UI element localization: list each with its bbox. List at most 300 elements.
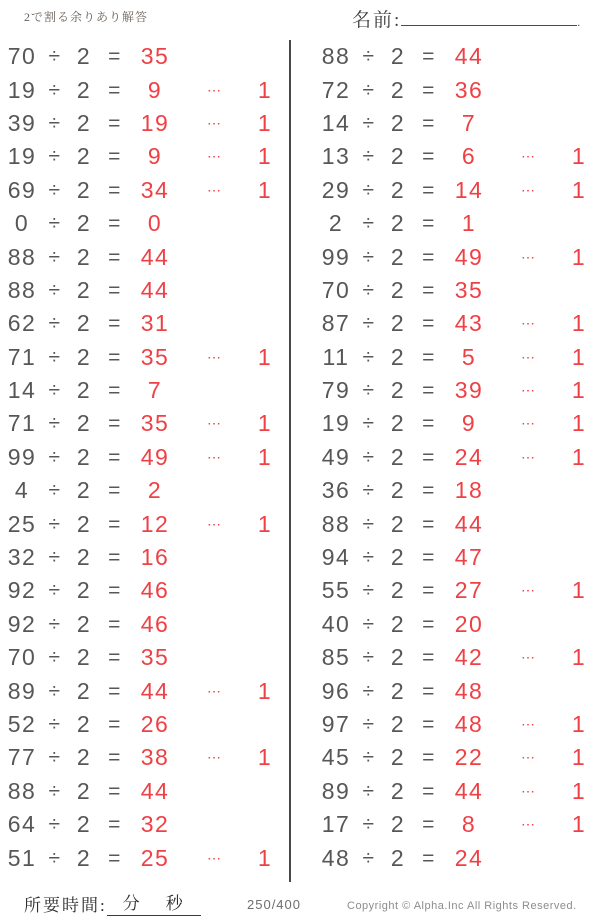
dividend: 70 [321,276,351,303]
remainder-dots-icon: ⋯ [521,181,537,198]
divide-icon: ÷ [362,779,376,803]
quotient-answer: 44 [140,677,170,704]
remainder-dots-icon: ⋯ [207,81,223,98]
dividend: 49 [321,443,351,470]
divisor: 2 [76,210,92,237]
dividend: 51 [7,844,37,871]
divisor: 2 [76,343,92,370]
quotient-answer: 31 [140,310,170,337]
dividend: 14 [7,377,37,404]
quotient-answer: 5 [461,343,477,370]
divisor: 2 [76,844,92,871]
problem-row [4,775,282,808]
equals-icon: = [422,212,436,236]
quotient-answer: 24 [454,844,484,871]
problem-row [4,374,282,407]
divisor: 2 [390,577,406,604]
divisor: 2 [390,844,406,871]
divide-icon: ÷ [362,245,376,269]
dividend: 71 [7,343,37,370]
divide-icon: ÷ [48,779,62,803]
problem-row [4,407,282,440]
problem-row [318,374,596,407]
equals-icon: = [422,178,436,202]
equals-icon: = [108,278,122,302]
problem-row [4,507,282,540]
remainder-dots-icon: ⋯ [521,782,537,799]
problem-row [4,608,282,641]
name-input-line [401,6,577,26]
quotient-answer: 44 [140,777,170,804]
divisor: 2 [390,43,406,70]
name-label: 名前: [352,10,402,31]
remainder-value: 1 [571,811,587,838]
remainder-dots-icon: ⋯ [521,315,537,332]
remainder-value: 1 [571,410,587,437]
divisor: 2 [76,443,92,470]
page-title: 2で割る余りあり解答 [24,10,149,24]
divide-icon: ÷ [362,412,376,436]
divisor: 2 [390,744,406,771]
dividend: 69 [7,176,37,203]
problem-row [318,140,596,173]
quotient-answer: 35 [140,644,170,671]
remainder-dots-icon: ⋯ [207,181,223,198]
remainder-value: 1 [257,844,273,871]
quotient-answer: 8 [461,811,477,838]
dividend: 19 [321,410,351,437]
dividend: 92 [7,577,37,604]
divisor: 2 [76,677,92,704]
divide-icon: ÷ [362,312,376,336]
dividend: 19 [7,143,37,170]
divisor: 2 [76,377,92,404]
remainder-dots-icon: ⋯ [207,849,223,866]
divisor: 2 [390,76,406,103]
seconds-unit-label: 秒 [165,894,185,913]
problem-row [4,274,282,307]
remainder-dots-icon: ⋯ [521,382,537,399]
equals-icon: = [108,45,122,69]
divisor: 2 [76,544,92,571]
divide-icon: ÷ [48,312,62,336]
minutes-unit-label: 分 [122,894,142,913]
copyright-notice: Copyright © Alpha.Inc All Rights Reserved. [347,900,577,912]
remainder-dots-icon: ⋯ [521,582,537,599]
equals-icon: = [108,78,122,102]
divide-icon: ÷ [362,612,376,636]
remainder-dots-icon: ⋯ [207,415,223,432]
equals-icon: = [422,646,436,670]
remainder-value: 1 [571,711,587,737]
dividend: 36 [321,477,351,504]
equals-icon: = [422,245,436,269]
quotient-answer: 20 [454,610,484,637]
quotient-answer: 48 [454,711,484,737]
divisor: 2 [76,577,92,604]
problem-row [318,507,596,540]
problem-row [4,73,282,106]
equals-icon: = [422,612,436,636]
equals-icon: = [422,45,436,69]
problem-row [318,841,596,874]
quotient-answer: 24 [454,443,484,470]
dividend: 88 [7,276,37,303]
remainder-dots-icon: ⋯ [207,448,223,465]
problem-row [318,808,596,841]
equals-icon: = [108,512,122,536]
remainder-dots-icon: ⋯ [521,749,537,766]
dividend: 4 [14,477,30,504]
equals-icon: = [422,445,436,469]
dividend: 70 [7,644,37,671]
dividend: 32 [7,544,37,571]
divide-icon: ÷ [362,345,376,369]
remainder-dots-icon: ⋯ [207,749,223,766]
quotient-answer: 44 [140,243,170,270]
divide-icon: ÷ [48,713,62,736]
divisor: 2 [76,410,92,437]
problem-row [318,541,596,574]
dividend: 25 [7,510,37,537]
equals-icon: = [422,746,436,770]
quotient-answer: 34 [140,176,170,203]
quotient-answer: 22 [454,744,484,771]
dividend: 13 [321,143,351,170]
problem-row [4,708,282,741]
remainder-value: 1 [257,109,273,136]
divide-icon: ÷ [48,813,62,837]
divisor: 2 [76,477,92,504]
equals-icon: = [422,379,436,403]
problem-row [4,341,282,374]
quotient-answer: 9 [147,76,163,103]
divisor: 2 [390,143,406,170]
dividend: 88 [7,243,37,270]
equals-icon: = [422,345,436,369]
quotient-answer: 9 [461,410,477,437]
remainder-dots-icon: ⋯ [521,649,537,666]
quotient-answer: 36 [454,76,484,103]
remainder-value: 1 [571,777,587,804]
quotient-answer: 38 [140,744,170,771]
divide-icon: ÷ [362,178,376,202]
divide-icon: ÷ [362,546,376,570]
quotient-answer: 46 [140,577,170,604]
equals-icon: = [422,579,436,603]
divisor: 2 [390,677,406,704]
problem-row [318,274,596,307]
quotient-answer: 49 [140,443,170,470]
dividend: 77 [7,744,37,771]
divide-icon: ÷ [48,178,62,202]
remainder-value: 1 [257,176,273,203]
divide-icon: ÷ [362,445,376,469]
dividend: 79 [321,377,351,404]
dividend: 40 [321,610,351,637]
equals-icon: = [108,646,122,670]
remainder-value: 1 [257,410,273,437]
divide-icon: ÷ [48,111,62,135]
problem-row [318,608,596,641]
divide-icon: ÷ [362,45,376,69]
dividend: 64 [7,811,37,838]
equals-icon: = [422,78,436,102]
dividend: 72 [321,76,351,103]
divisor: 2 [390,410,406,437]
dividend: 45 [321,744,351,771]
equals-icon: = [108,412,122,436]
quotient-answer: 26 [140,711,170,737]
equals-icon: = [108,479,122,503]
quotient-answer: 9 [147,143,163,170]
remainder-dots-icon: ⋯ [207,148,223,165]
dividend: 88 [321,510,351,537]
equals-icon: = [108,779,122,803]
problem-row [4,307,282,340]
divide-icon: ÷ [362,846,376,870]
divisor: 2 [76,176,92,203]
page-indicator: 250/400 [247,897,301,912]
dividend: 85 [321,644,351,671]
quotient-answer: 1 [461,210,477,237]
dividend: 88 [321,43,351,70]
remainder-dots-icon: ⋯ [521,248,537,265]
divide-icon: ÷ [362,679,376,703]
divide-icon: ÷ [48,145,62,169]
remainder-value: 1 [257,677,273,704]
remainder-value: 1 [571,443,587,470]
remainder-dots-icon: ⋯ [521,448,537,465]
dividend: 19 [7,76,37,103]
divide-icon: ÷ [48,646,62,670]
divide-icon: ÷ [48,579,62,603]
equals-icon: = [108,145,122,169]
remainder-dots-icon: ⋯ [207,515,223,532]
problem-row [318,307,596,340]
divide-icon: ÷ [362,111,376,135]
divisor: 2 [76,744,92,771]
equals-icon: = [108,813,122,837]
name-field-block [352,5,588,32]
problem-row [4,808,282,841]
quotient-answer: 2 [147,477,163,504]
problem-row [4,174,282,207]
remainder-value: 1 [571,243,587,270]
divide-icon: ÷ [362,278,376,302]
dividend: 11 [322,343,350,370]
quotient-answer: 18 [454,477,484,504]
divide-icon: ÷ [362,479,376,503]
divide-icon: ÷ [48,445,62,469]
quotient-answer: 32 [140,811,170,838]
quotient-answer: 35 [140,43,170,70]
quotient-answer: 16 [140,544,170,571]
divide-icon: ÷ [48,412,62,436]
equals-icon: = [422,846,436,870]
problem-row [4,741,282,774]
divide-icon: ÷ [48,78,62,102]
problem-row [4,240,282,273]
dividend: 52 [7,711,37,737]
column-divider-line [289,40,291,882]
dividend: 89 [7,677,37,704]
equals-icon: = [422,111,436,135]
remainder-dots-icon: ⋯ [207,348,223,365]
quotient-answer: 49 [454,243,484,270]
remainder-value: 1 [571,377,587,404]
problem-row [318,40,596,73]
equals-icon: = [108,713,122,736]
divide-icon: ÷ [48,679,62,703]
divisor: 2 [76,109,92,136]
equals-icon: = [422,312,436,336]
problem-row [318,174,596,207]
divide-icon: ÷ [362,646,376,670]
dividend: 71 [7,410,37,437]
quotient-answer: 43 [454,310,484,337]
divide-icon: ÷ [48,379,62,403]
divide-icon: ÷ [48,278,62,302]
remainder-value: 1 [571,176,587,203]
divisor: 2 [76,510,92,537]
problem-row [318,407,596,440]
problem-row [318,474,596,507]
quotient-answer: 0 [147,210,163,237]
equals-icon: = [108,178,122,202]
remainder-value: 1 [257,343,273,370]
quotient-answer: 35 [140,410,170,437]
problem-row [318,741,596,774]
divide-icon: ÷ [48,345,62,369]
divisor: 2 [76,310,92,337]
divide-icon: ÷ [362,145,376,169]
divisor: 2 [390,343,406,370]
remainder-value: 1 [571,343,587,370]
equals-icon: = [422,278,436,302]
divide-icon: ÷ [48,245,62,269]
equals-icon: = [108,312,122,336]
equals-icon: = [108,546,122,570]
equals-icon: = [422,546,436,570]
equals-icon: = [108,445,122,469]
remainder-value: 1 [571,744,587,771]
divisor: 2 [390,210,406,237]
quotient-answer: 35 [140,343,170,370]
divisor: 2 [76,76,92,103]
divisor: 2 [76,610,92,637]
divide-icon: ÷ [48,846,62,870]
quotient-answer: 47 [454,544,484,571]
divide-icon: ÷ [362,379,376,403]
quotient-answer: 35 [454,276,484,303]
divisor: 2 [390,711,406,737]
problem-row [318,674,596,707]
divide-icon: ÷ [362,512,376,536]
quotient-answer: 14 [454,176,484,203]
divide-icon: ÷ [48,212,62,236]
divide-icon: ÷ [362,746,376,770]
dividend: 0 [14,210,30,237]
remainder-dots-icon: ⋯ [521,415,537,432]
divisor: 2 [76,243,92,270]
divide-icon: ÷ [362,212,376,236]
remainder-dots-icon: ⋯ [207,682,223,699]
divide-icon: ÷ [48,746,62,770]
problem-row [4,207,282,240]
problem-row [318,441,596,474]
problem-row [318,107,596,140]
remainder-value: 1 [257,76,273,103]
remainder-dots-icon: ⋯ [521,816,537,833]
remainder-value: 1 [257,143,273,170]
problem-row [4,574,282,607]
divide-icon: ÷ [48,512,62,536]
equals-icon: = [422,779,436,803]
remainder-value: 1 [257,510,273,537]
equals-icon: = [422,679,436,703]
divide-icon: ÷ [48,546,62,570]
divisor: 2 [390,310,406,337]
equals-icon: = [108,245,122,269]
divide-icon: ÷ [362,813,376,837]
dividend: 39 [7,109,37,136]
problem-row [4,441,282,474]
dividend: 92 [7,610,37,637]
dividend: 87 [321,310,351,337]
dividend: 88 [7,777,37,804]
time-required-block [24,889,201,916]
remainder-dots-icon: ⋯ [207,114,223,131]
divide-icon: ÷ [48,479,62,503]
quotient-answer: 46 [140,610,170,637]
dividend: 48 [321,844,351,871]
remainder-dots-icon: ⋯ [521,148,537,165]
divide-icon: ÷ [362,579,376,603]
divisor: 2 [390,176,406,203]
remainder-value: 1 [571,644,587,671]
equals-icon: = [108,111,122,135]
problem-row [318,341,596,374]
problem-row [318,574,596,607]
equals-icon: = [108,212,122,236]
remainder-value: 1 [257,443,273,470]
problem-row [318,73,596,106]
problem-row [4,674,282,707]
dividend: 17 [321,811,351,838]
equals-icon: = [422,713,436,736]
problem-row [318,775,596,808]
divide-icon: ÷ [48,45,62,69]
remainder-dots-icon: ⋯ [521,716,537,732]
dividend: 96 [321,677,351,704]
quotient-answer: 44 [454,510,484,537]
equals-icon: = [108,612,122,636]
divisor: 2 [390,443,406,470]
quotient-answer: 48 [454,677,484,704]
equals-icon: = [422,479,436,503]
equals-icon: = [108,679,122,703]
name-line-end-mark: . [577,15,581,29]
remainder-value: 1 [571,143,587,170]
divisor: 2 [76,711,92,737]
dividend: 62 [7,310,37,337]
divisor: 2 [76,777,92,804]
problems-column-right [318,40,596,875]
quotient-answer: 44 [454,777,484,804]
dividend: 14 [321,109,351,136]
equals-icon: = [422,512,436,536]
